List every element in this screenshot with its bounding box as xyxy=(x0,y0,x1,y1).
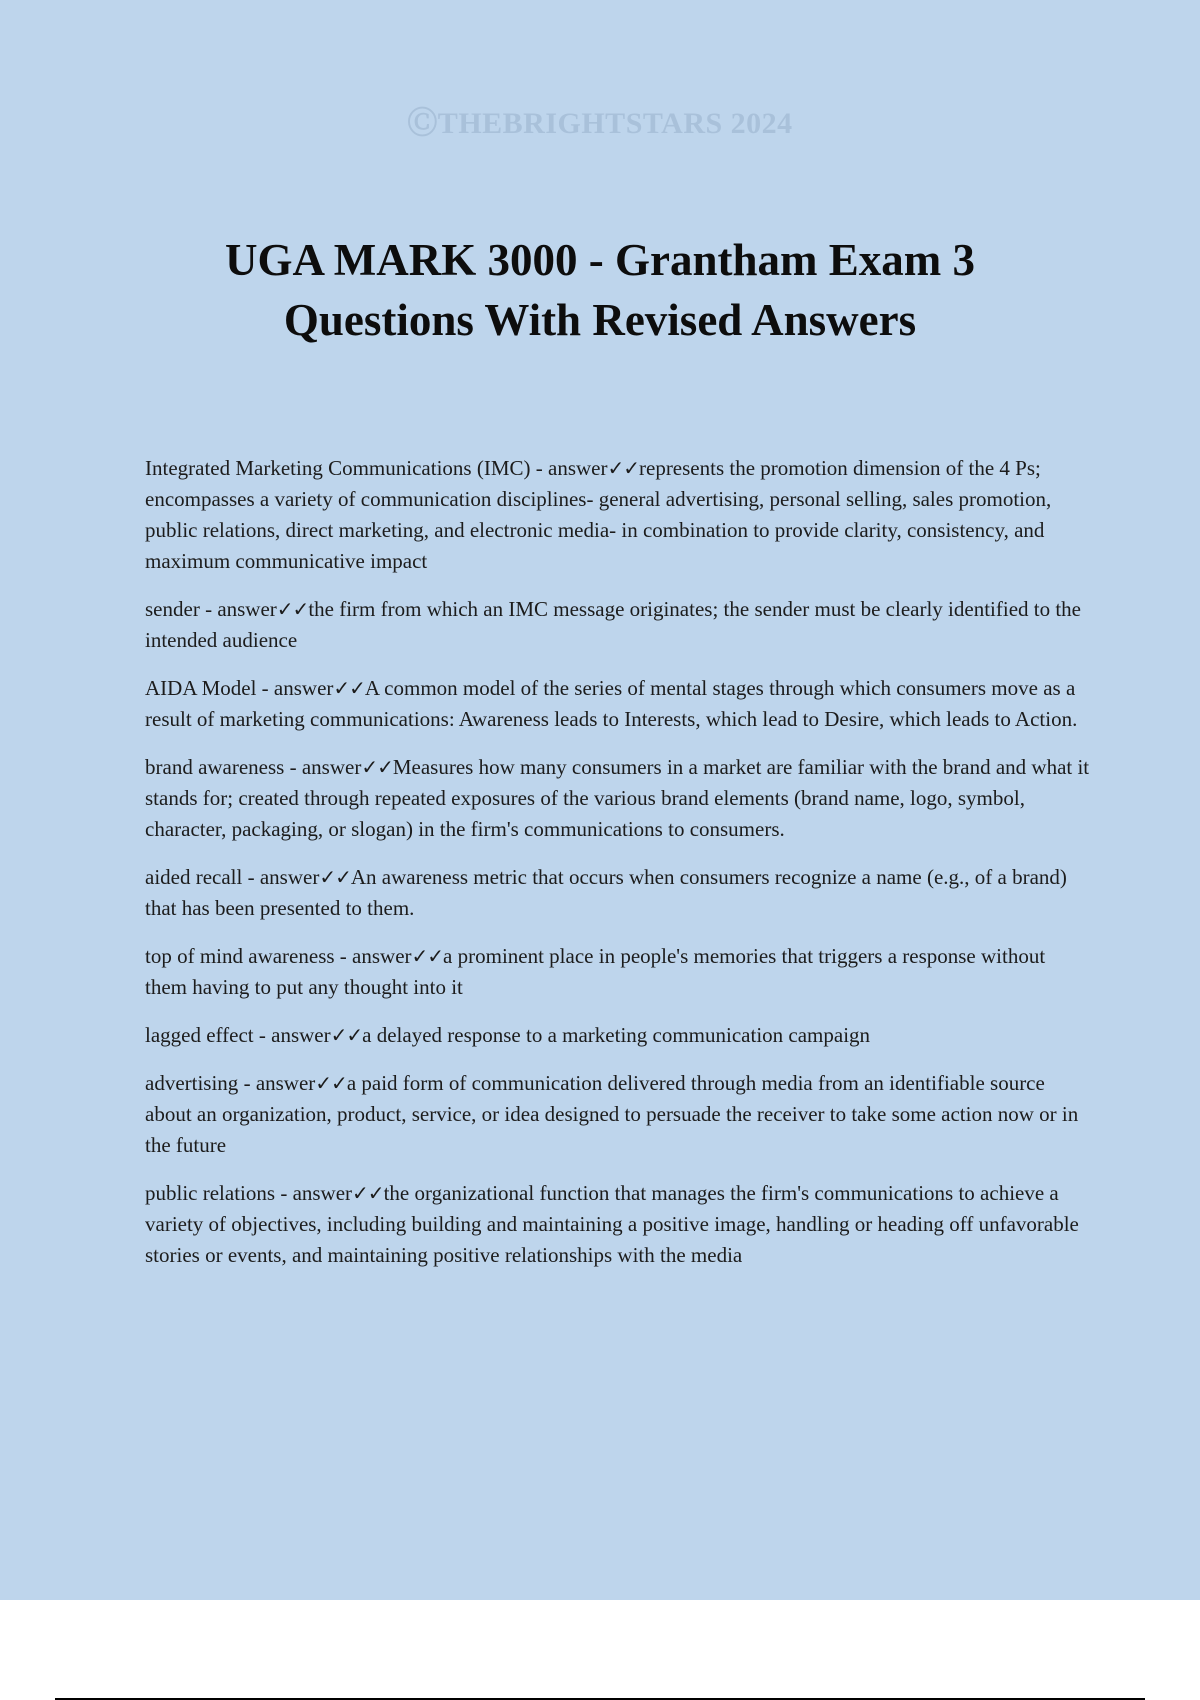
qa-term: advertising xyxy=(145,1071,239,1095)
qa-entry: brand awareness - answer✓✓Measures how many consumers in a market are familiar with the brand and what it stands for; created through repeated exposures of the various brand elements (brand name, logo, symbol, character, packaging, or slogan) in the firm's communications to consumers. xyxy=(145,755,1090,841)
double-check-icon: ✓✓ xyxy=(319,865,351,889)
qa-definition: A common model of the series of mental stages through which consumers move as a result of marketing communications: Awareness leads to Interests, which lead to Desire, which leads to Action. xyxy=(145,676,1078,731)
answer-label: answer xyxy=(292,1181,353,1205)
answer-label: answer xyxy=(255,1071,316,1095)
title-line-2: Questions With Revised Answers xyxy=(283,295,917,345)
qa-definition: a prominent place in people's memories that triggers a response without them having to put any thought into it xyxy=(145,944,1046,999)
qa-term: aided recall xyxy=(145,865,243,889)
qa-entry: Integrated Marketing Communications (IMC) - answer✓✓represents the promotion dimension of the 4 Ps; encompasses a variety of communication disciplines- general advertising, personal selling, sales promotion, public relations, direct marketing, and electronic media- in combination to provide clarity, consistency, and maximum communicative impact xyxy=(145,456,1052,573)
title-line-1: UGA MARK 3000 - Grantham Exam 3 xyxy=(225,235,975,285)
answer-label: answer xyxy=(217,597,277,621)
double-check-icon: ✓✓ xyxy=(352,1181,384,1205)
qa-entry: lagged effect - answer✓✓a delayed response to a marketing communication campaign xyxy=(145,1023,871,1047)
qa-term: brand awareness xyxy=(145,755,285,779)
qa-entry: top of mind awareness - answer✓✓a prominent place in people's memories that triggers a response without them having to put any thought into it xyxy=(145,944,1046,999)
answer-label: answer xyxy=(301,755,362,779)
answer-label: answer xyxy=(548,456,608,480)
double-check-icon: ✓✓ xyxy=(315,1071,347,1095)
double-check-icon: ✓✓ xyxy=(276,597,309,621)
double-check-icon: ✓✓ xyxy=(411,944,444,968)
qa-definition: Measures how many consumers in a market are familiar with the brand and what it stands for; created through repeated exposures of the various brand elements (brand name, logo, symbol, character, packaging, or slogan) in the firm's communications to consumers. xyxy=(145,755,1090,841)
answer-label: answer xyxy=(273,676,334,700)
qa-entry: sender - answer✓✓the firm from which an IMC message originates; the sender must be clearly identified to the intended audience xyxy=(145,597,1082,652)
qa-entry: advertising - answer✓✓a paid form of communication delivered through media from an identifiable source about an organization, product, service, or idea designed to persuade the receiver to take some action now or in the future xyxy=(145,1071,1079,1157)
double-check-icon: ✓✓ xyxy=(333,676,365,700)
qa-entry: aided recall - answer✓✓An awareness metric that occurs when consumers recognize a name (e.g., of a brand) that has been presented to them. xyxy=(145,865,1067,920)
answer-label: answer xyxy=(271,1023,331,1047)
qa-definition: a delayed response to a marketing communication campaign xyxy=(362,1023,871,1047)
page-title xyxy=(100,230,1100,350)
qa-definition: a paid form of communication delivered through media from an identifiable source about an organization, product, service, or idea designed to persuade the receiver to take some action now or in the future xyxy=(145,1071,1079,1157)
qa-entry: public relations - answer✓✓the organizational function that manages the firm's communications to achieve a variety of objectives, including building and maintaining a positive image, handling or heading off unfavorable stories or events, and maintaining positive relationships with the media xyxy=(145,1181,1079,1267)
qa-term: top of mind awareness xyxy=(145,944,335,968)
qa-term: AIDA Model xyxy=(145,676,257,700)
qa-definition: the firm from which an IMC message originates; the sender must be clearly identified to the intended audience xyxy=(145,597,1082,652)
answer-label: answer xyxy=(259,865,320,889)
double-check-icon: ✓✓ xyxy=(607,456,639,480)
qa-term: sender xyxy=(145,597,200,621)
qa-term: public relations xyxy=(145,1181,276,1205)
qa-definition: the organizational function that manages the firm's communications to achieve a variety of objectives, including building and maintaining a positive image, handling or heading off unfavorable stories or events, and maintaining positive relationships with the media xyxy=(145,1181,1079,1267)
qa-definition: represents the promotion dimension of the 4 Ps; encompasses a variety of communication disciplines- general advertising, personal selling, sales promotion, public relations, direct marketing, and electronic media- in combination to provide clarity, consistency, and maximum communicative impact xyxy=(145,456,1052,573)
double-check-icon: ✓✓ xyxy=(361,755,393,779)
qa-list xyxy=(145,453,1090,1288)
qa-term: lagged effect xyxy=(145,1023,254,1047)
qa-entry: AIDA Model - answer✓✓A common model of the series of mental stages through which consumers move as a result of marketing communications: Awareness leads to Interests, which lead to Desire, which leads to Action. xyxy=(145,676,1078,731)
qa-definition: An awareness metric that occurs when consumers recognize a name (e.g., of a brand) that has been presented to them. xyxy=(145,865,1067,920)
watermark: ⒸTHEBRIGHTSTARS 2024 xyxy=(407,107,793,140)
answer-label: answer xyxy=(352,944,412,968)
double-check-icon: ✓✓ xyxy=(330,1023,363,1047)
qa-term: Integrated Marketing Communications (IMC) xyxy=(145,456,531,480)
